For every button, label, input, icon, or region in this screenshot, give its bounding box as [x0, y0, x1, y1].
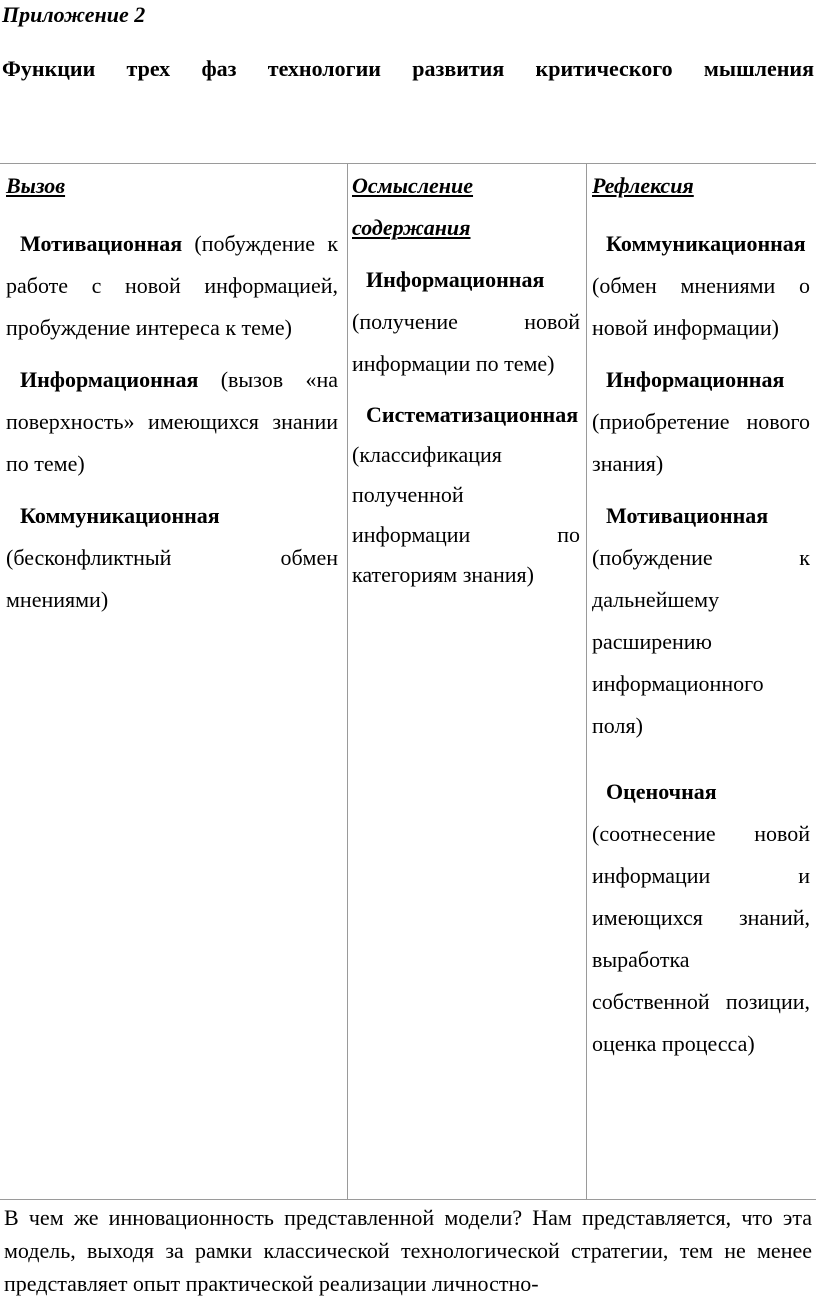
function-name: Информационная	[606, 367, 785, 392]
function-description: (побуждение к работе с новой информацией, пробуждение интереса к теме)	[6, 231, 339, 340]
function-name: Мотивационная	[606, 503, 769, 528]
function-name: Мотивационная	[20, 231, 195, 256]
function-item	[592, 771, 810, 1065]
function-name: Коммуникационная	[20, 503, 220, 528]
column-divider-2	[586, 163, 587, 1200]
column-comprehension	[352, 163, 580, 595]
function-item	[592, 359, 810, 485]
column-divider-1	[347, 163, 348, 1200]
function-name: Оценочная	[606, 779, 717, 804]
function-description: (получение новой информации по теме)	[352, 309, 580, 376]
column-header-challenge: Вызов	[6, 173, 66, 198]
function-item	[6, 495, 338, 621]
function-item	[6, 223, 338, 349]
function-name: Коммуникационная	[606, 231, 806, 256]
function-item	[592, 495, 810, 747]
function-description: (классификация полученной информации по категориям знания)	[352, 442, 580, 587]
function-name: Информационная	[20, 367, 221, 392]
functions-table	[0, 163, 816, 1200]
column-header-comprehension: Осмысление содержания	[352, 173, 474, 240]
function-item	[352, 259, 580, 385]
appendix-label: Приложение 2	[2, 2, 146, 27]
document-title: Функции трех фаз технологии развития критического мышления	[2, 56, 814, 81]
column-reflection	[592, 163, 810, 1065]
function-description: (вызов «на поверхность» имеющихся знании по теме)	[6, 367, 338, 476]
function-name: Информационная	[366, 267, 545, 292]
table-bottom-border	[0, 1199, 816, 1200]
function-description: (соотнесение новой информации и имеющихся знаний, выработка собственной позиции, оценка процесса)	[592, 821, 810, 1056]
function-description: (побуждение к дальнейшему расширению информационного поля)	[592, 545, 810, 738]
footer-paragraph: В чем же инновационность представленной модели? Нам представляется, что эта модель, выходя за рамки классической технологической стратегии, тем не менее представляет опыт практической реализации личностно-	[4, 1205, 812, 1296]
column-header-reflection: Рефлексия	[592, 173, 694, 198]
function-description: (бесконфликтный обмен мнениями)	[6, 545, 338, 612]
function-description: (обмен мнениями о новой информации)	[592, 273, 810, 340]
function-item	[592, 223, 810, 349]
function-name: Систематизационная	[366, 402, 579, 427]
function-item	[6, 359, 338, 485]
function-description: (приобретение нового знания)	[592, 409, 810, 476]
column-challenge	[6, 163, 338, 621]
function-item	[352, 395, 580, 595]
